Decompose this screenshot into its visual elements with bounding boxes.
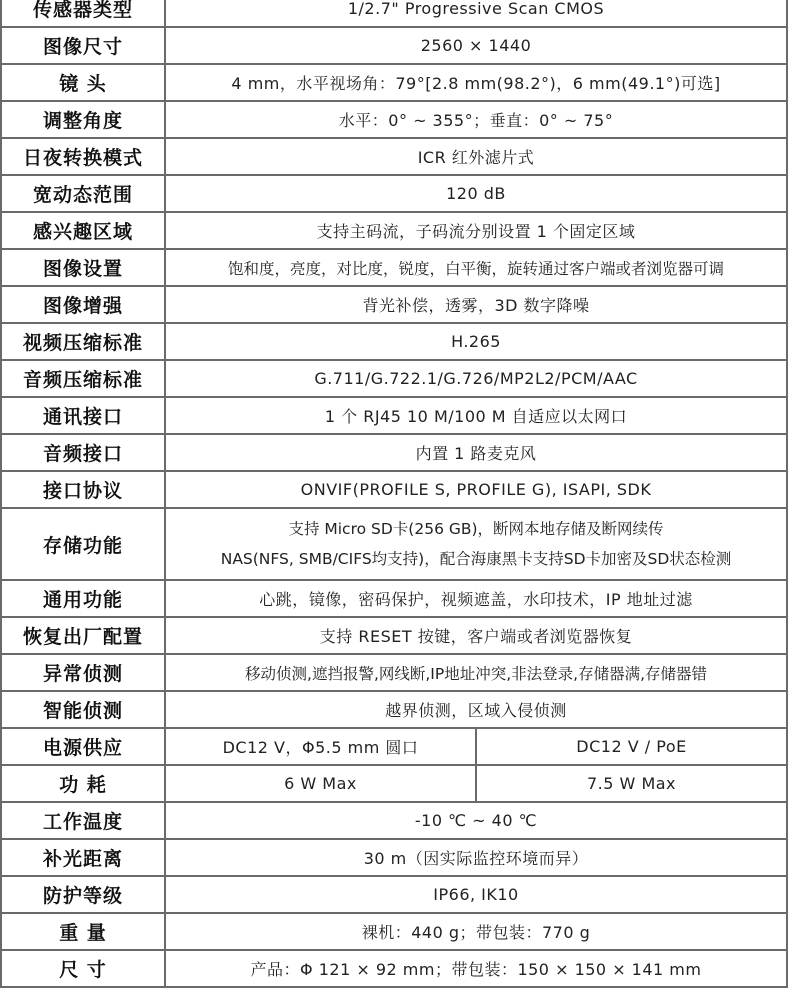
spec-row	[1, 27, 787, 64]
spec-value-line: 支持 Micro SD卡(256 GB)，断网本地存储及断网续传	[288, 520, 664, 538]
spec-label: 功 耗	[1, 765, 165, 802]
spec-value: 越界侦测，区域入侵侦测	[165, 691, 787, 728]
spec-row	[1, 802, 787, 839]
spec-label: 电源供应	[1, 728, 165, 765]
spec-row	[1, 360, 787, 397]
spec-value-option: DC12 V，Φ5.5 mm 圆口	[165, 728, 476, 765]
spec-row	[1, 249, 787, 286]
spec-value: -10 ℃ ~ 40 ℃	[165, 802, 787, 839]
spec-label: 接口协议	[1, 471, 165, 508]
spec-row	[1, 0, 787, 27]
spec-row	[1, 101, 787, 138]
spec-value: 支持主码流，子码流分别设置 1 个固定区域	[165, 212, 787, 249]
spec-row	[1, 839, 787, 876]
spec-row	[1, 323, 787, 360]
spec-row	[1, 508, 787, 580]
spec-label: 日夜转换模式	[1, 138, 165, 175]
spec-value: 30 m（因实际监控环境而异）	[165, 839, 787, 876]
spec-value: G.711/G.722.1/G.726/MP2L2/PCM/AAC	[165, 360, 787, 397]
spec-row	[1, 286, 787, 323]
spec-label: 视频压缩标准	[1, 323, 165, 360]
spec-row	[1, 397, 787, 434]
spec-label: 智能侦测	[1, 691, 165, 728]
spec-value-option: DC12 V / PoE	[476, 728, 787, 765]
spec-row	[1, 212, 787, 249]
spec-label: 镜 头	[1, 64, 165, 101]
spec-label: 音频接口	[1, 434, 165, 471]
spec-value: 1/2.7" Progressive Scan CMOS	[165, 0, 787, 27]
spec-label: 重 量	[1, 913, 165, 950]
spec-value-option: 7.5 W Max	[476, 765, 787, 802]
spec-label: 尺 寸	[1, 950, 165, 987]
spec-row	[1, 434, 787, 471]
spec-row	[1, 64, 787, 101]
spec-value: H.265	[165, 323, 787, 360]
spec-value: 饱和度，亮度，对比度，锐度，白平衡，旋转通过客户端或者浏览器可调	[165, 249, 787, 286]
spec-label: 音频压缩标准	[1, 360, 165, 397]
spec-value: 支持 RESET 按键，客户端或者浏览器恢复	[165, 617, 787, 654]
spec-row	[1, 654, 787, 691]
spec-label: 图像设置	[1, 249, 165, 286]
spec-value-line: NAS(NFS, SMB/CIFS均支持)，配合海康黑卡支持SD卡加密及SD状态检测	[220, 550, 732, 568]
spec-value: 裸机：440 g；带包装：770 g	[165, 913, 787, 950]
spec-value: 内置 1 路麦克风	[165, 434, 787, 471]
spec-value: 背光补偿，透雾，3D 数字降噪	[165, 286, 787, 323]
spec-label: 图像尺寸	[1, 27, 165, 64]
spec-value: 产品：Φ 121 × 92 mm；带包装：150 × 150 × 141 mm	[165, 950, 787, 987]
spec-row	[1, 138, 787, 175]
spec-value: ICR 红外滤片式	[165, 138, 787, 175]
spec-row	[1, 471, 787, 508]
spec-row	[1, 691, 787, 728]
spec-value: ONVIF(PROFILE S, PROFILE G), ISAPI, SDK	[165, 471, 787, 508]
spec-value: 4 mm，水平视场角：79°[2.8 mm(98.2°)，6 mm(49.1°)可选]	[165, 64, 787, 101]
spec-label: 调整角度	[1, 101, 165, 138]
spec-row	[1, 950, 787, 987]
spec-row	[1, 913, 787, 950]
spec-value-option: 6 W Max	[165, 765, 476, 802]
spec-row	[1, 580, 787, 617]
spec-label: 防护等级	[1, 876, 165, 913]
spec-value: IP66, IK10	[165, 876, 787, 913]
spec-label: 恢复出厂配置	[1, 617, 165, 654]
spec-label: 通用功能	[1, 580, 165, 617]
spec-value: 水平：0° ~ 355°；垂直：0° ~ 75°	[165, 101, 787, 138]
spec-label: 感兴趣区域	[1, 212, 165, 249]
spec-value: 120 dB	[165, 175, 787, 212]
spec-row	[1, 728, 787, 765]
spec-row	[1, 765, 787, 802]
spec-label: 通讯接口	[1, 397, 165, 434]
spec-table-body	[1, 0, 787, 987]
spec-value: 1 个 RJ45 10 M/100 M 自适应以太网口	[165, 397, 787, 434]
spec-label: 宽动态范围	[1, 175, 165, 212]
spec-value: 2560 × 1440	[165, 27, 787, 64]
spec-label: 异常侦测	[1, 654, 165, 691]
spec-value	[165, 508, 787, 580]
spec-row	[1, 175, 787, 212]
spec-value: 心跳，镜像，密码保护，视频遮盖，水印技术，IP 地址过滤	[165, 580, 787, 617]
spec-label: 补光距离	[1, 839, 165, 876]
spec-label: 存储功能	[1, 508, 165, 580]
spec-label: 传感器类型	[1, 0, 165, 27]
spec-label: 工作温度	[1, 802, 165, 839]
spec-value: 移动侦测,遮挡报警,网线断,IP地址冲突,非法登录,存储器满,存储器错	[165, 654, 787, 691]
spec-row	[1, 876, 787, 913]
spec-label: 图像增强	[1, 286, 165, 323]
spec-row	[1, 617, 787, 654]
